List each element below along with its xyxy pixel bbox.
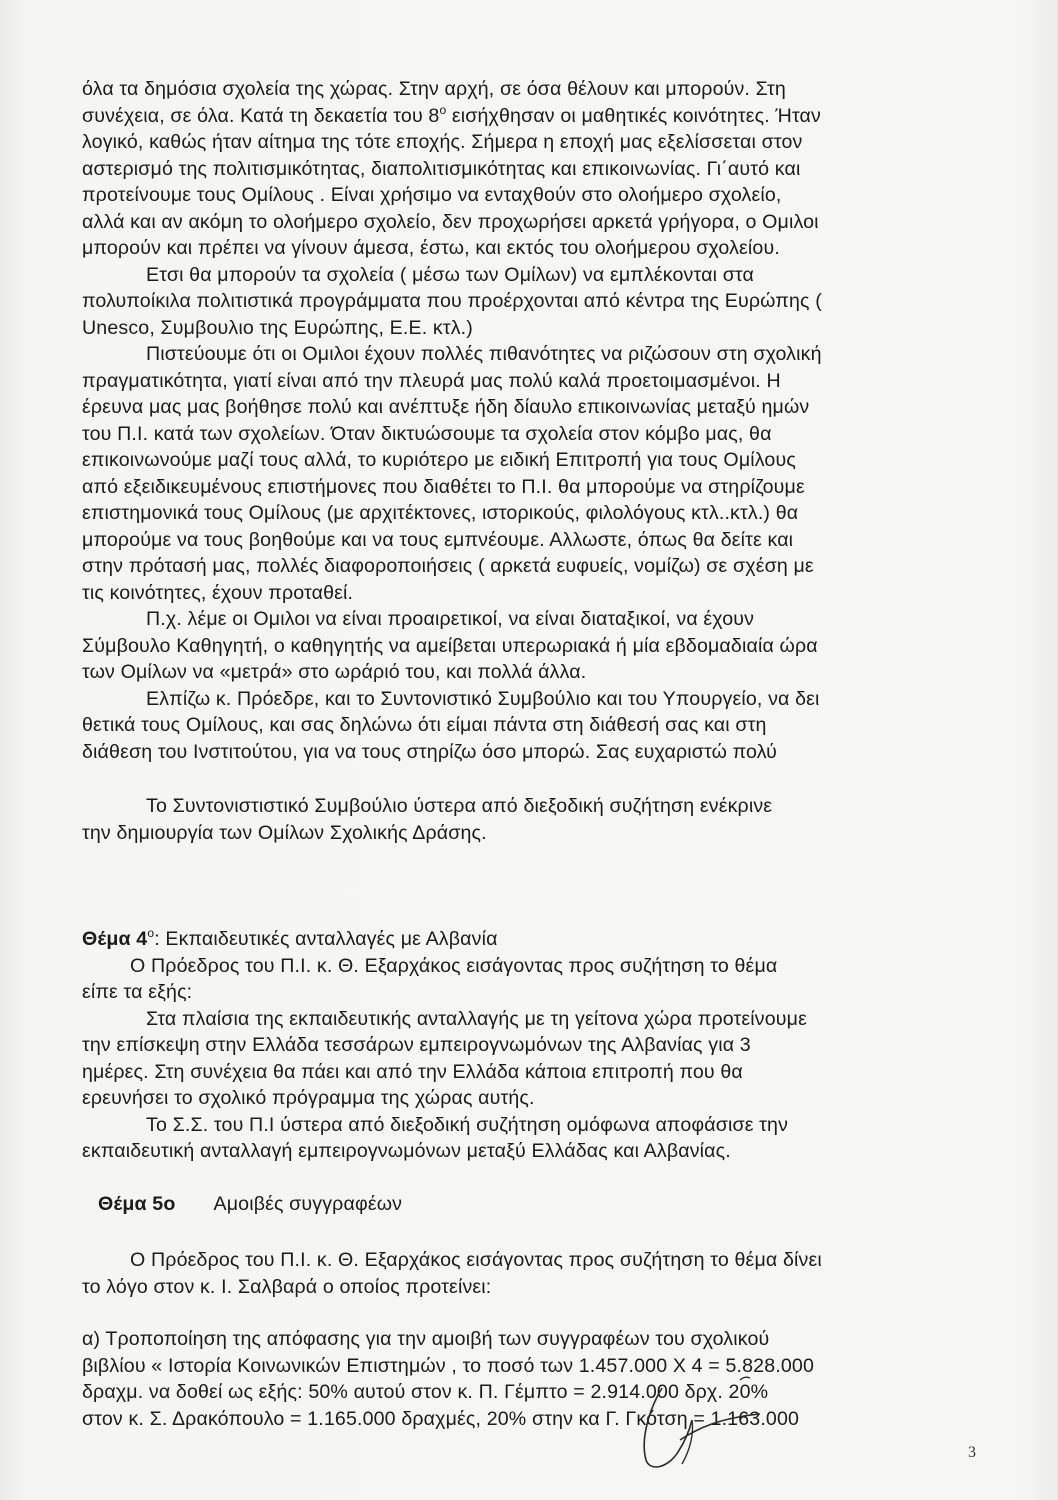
text-line: ερευνήσει το σχολικό πρόγραμμα της χώρας αυτής. <box>82 1087 535 1109</box>
section-heading-5 <box>82 1191 972 1218</box>
text-line: Ετσι θα μπορούν τα σχολεία ( μέσω των Ομίλων) να εμπλέκονται στα <box>146 263 755 286</box>
text-line: Ο Πρόεδρος του Π.Ι. κ. Θ. Εξαρχάκος εισάγοντας προς συζήτηση το θέμα <box>130 954 778 977</box>
heading-title: Αμοιβές συγγραφέων <box>213 1192 403 1215</box>
text-line: στον κ. Σ. Δρακόπουλο = 1.165.000 δραχμές, 20% στην κα Γ. Γκότση = 1.163.000 <box>82 1407 800 1430</box>
text-line: Ελπίζω κ. Πρόεδρε, και το Συντονιστικό Συμβούλιο και του Υπουργείο, να δει <box>146 687 820 710</box>
text-line: μπορούμε να τους βοηθούμε και να τους εμπνέουμε. Αλλωστε, όπως θα δείτε και <box>82 528 794 551</box>
text-line: πολυποίκιλα πολιτιστικά προγράμματα που προέρχονται από κέντρα της Ευρώπης ( <box>82 290 822 312</box>
text-line: από εξειδικευμένους επιστήμονες που διαθέτει το Π.Ι. θα μπορούμε να στηρίζουμε <box>82 475 805 498</box>
text-line <box>82 103 972 130</box>
text-line: Σύμβουλο Καθηγητή, ο καθηγητής να αμείβεται υπερωριακά ή μία εβδομαδιαία ώρα <box>82 634 818 657</box>
text-line: λογικό, καθώς ήταν αίτημα της τότε εποχής. Σήμερα η εποχή μας εξελίσσεται στον <box>82 131 803 153</box>
text-line: στην πρότασή μας, πολλές διαφοροποιήσεις ( αρκετά ευφυείς, νομίζω) σε σχέση με <box>82 555 814 577</box>
heading-title: : Εκπαιδευτικές ανταλλαγές με Αλβανία <box>154 928 498 950</box>
text-line: είπε τα εξής: <box>82 981 193 1003</box>
text-line: έρευνα μας μας βοήθησε πολύ και ανέπτυξε ήδη δίαυλο επικοινωνίας μεταξύ ημών <box>82 396 810 418</box>
text-line: Unesco, Συμβουλιο της Ευρώπης, Ε.Ε. κτλ.) <box>82 316 473 339</box>
text-line: θετικά τους Ομίλους, και σας δηλώνω ότι είμαι πάντα στη διάθεσή σας και στη <box>82 714 767 736</box>
text-line: ημέρες. Στη συνέχεια θα πάει και από την Ελλάδα κάποια επιτροπή που θα <box>82 1060 743 1083</box>
superscript: ο <box>147 926 155 940</box>
text-line: Π.χ. λέμε οι Ομιλοι να είναι προαιρετικοί, να είναι διαταξικοί, να έχουν <box>146 608 755 630</box>
text-line: των Ομίλων να «μετρά» στο ωράριό του, και πολλά άλλα. <box>82 661 587 683</box>
page-number: 3 <box>968 1444 976 1461</box>
text-line: Στα πλαίσια της εκπαιδευτικής ανταλλαγής με τη γείτονα χώρα προτείνουμε <box>146 1007 807 1030</box>
text-line: τις κοινότητες, έχουν προταθεί. <box>82 581 354 604</box>
text-line: πραγματικότητα, γιατί είναι από την πλευρά μας πολύ καλά προετοιμασμένοι. Η <box>82 369 781 392</box>
heading-label: Θέμα 4 <box>82 928 148 950</box>
text-line: μπορούν και πρέπει να γίνουν άμεσα, έστω, και εκτός του ολοήμερου σχολείου. <box>82 237 780 259</box>
text-line: το λόγο στον κ. Ι. Σαλβαρά ο οποίος προτείνει: <box>82 1275 492 1298</box>
document-body <box>82 76 972 1432</box>
heading-label: Θέμα 5ο <box>98 1192 176 1215</box>
text-line: διάθεση του Ινστιτούτου, για να τους στηρίζω όσο μπορώ. Σας ευχαριστώ πολύ <box>82 740 778 763</box>
superscript: ο <box>439 102 447 117</box>
text-line: Ο Πρόεδρος του Π.Ι. κ. Θ. Εξαρχάκος εισάγοντας προς συζήτηση το θέμα δίνει <box>130 1249 822 1271</box>
text-fragment: εισήχθησαν οι μαθητικές κοινότητες. Ήταν <box>446 104 821 127</box>
text-line: α) Τροποποίηση της απόφασης για την αμοιβή των συγγραφέων του σχολικού <box>82 1328 770 1350</box>
text-line: του Π.Ι. κατά των σχολείων. Όταν δικτυώσουμε τα σχολεία στον κόμβο μας, θα <box>82 422 772 445</box>
text-line: βιβλίου « Ιστορία Κοινωνικών Επιστημών , το ποσό των 1.457.000 Χ 4 = 5.828.000 <box>82 1354 815 1377</box>
section-heading-4 <box>82 926 972 953</box>
text-line: την δημιουργία των Ομίλων Σχολικής Δράσης. <box>82 821 487 844</box>
text-line: επιστημονικά τους Ομίλους (με αρχιτέκτονες, ιστορικούς, φιλολόγους κτλ..κτλ.) θα <box>82 502 799 524</box>
text-line: Το Συντονιστιστικό Συμβούλιο ύστερα από διεξοδική συζήτηση ενέκρινε <box>146 795 773 817</box>
text-line: την επίσκεψη στην Ελλάδα τεσσάρων εμπειρογνωμόνων της Αλβανίας για 3 <box>82 1034 751 1056</box>
text-line: Πιστεύουμε ότι οι Ομιλοι έχουν πολλές πιθανότητες να ριζώσουν στη σχολική <box>146 343 822 365</box>
text-line: επικοινωνούμε μαζί τους αλλά, το κυριότερο με ειδική Επιτροπή για τους Ομίλους <box>82 449 796 471</box>
text-line: αστερισμό της πολιτισμικότητας, διαπολιτισμικότητας και επικοινωνίας. Γι΄αυτό και <box>82 157 801 180</box>
text-line: προτείνουμε τους Ομίλους . Είναι χρήσιμο να ενταχθούν στο ολοήμερο σχολείο, <box>82 184 782 206</box>
text-line: αλλά και αν ακόμη το ολοήμερο σχολείο, δεν προχωρήσει αρκετά γρήγορα, ο Ομιλοι <box>82 210 819 233</box>
text-line: δραχμ. να δοθεί ως εξής: 50% αυτού στον κ. Π. Γέμπτο = 2.914.000 δρχ. 20% <box>82 1381 769 1403</box>
text-fragment: συνέχεια, σε όλα. Κατά τη δεκαετία του 8 <box>82 104 440 127</box>
text-line: εκπαιδευτική ανταλλαγή εμπειρογνωμόνων μεταξύ Ελλάδας και Αλβανίας. <box>82 1140 731 1162</box>
handwritten-signature <box>620 1368 780 1478</box>
text-line: όλα τα δημόσια σχολεία της χώρας. Στην αρχή, σε όσα θέλουν και μπορούν. Στη <box>82 78 786 100</box>
text-line: Το Σ.Σ. του Π.Ι ύστερα από διεξοδική συζήτηση ομόφωνα αποφάσισε την <box>146 1113 789 1136</box>
